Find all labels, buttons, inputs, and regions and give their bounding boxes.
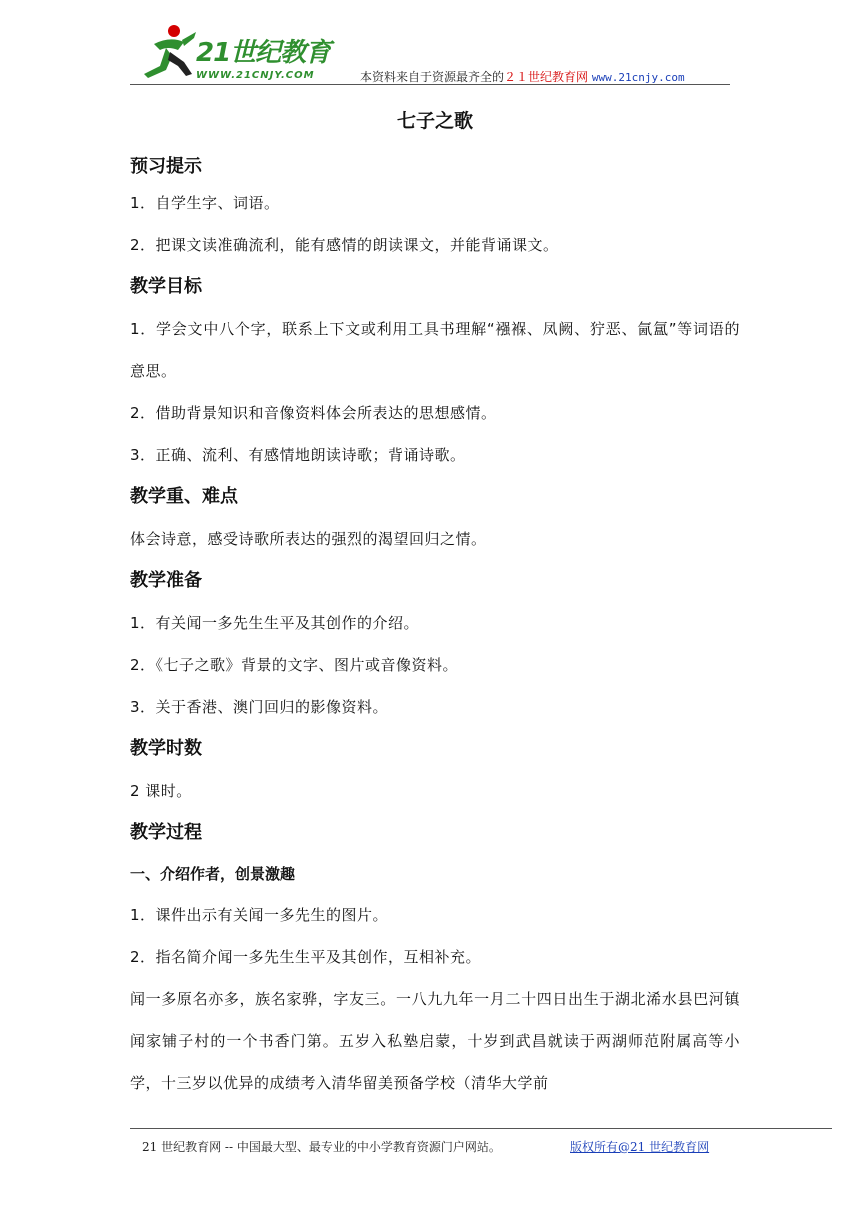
section-heading: 教学时数 [130, 738, 202, 759]
header-note-site: ２１世纪教育网 [504, 70, 589, 84]
paragraph: 闻一多原名亦多，族名家骅，字友三。一八九九年一月二十四日出生于湖北浠水县巴河镇闻家铺子村的一个书香门第。五岁入私塾启蒙，十岁到武昌就读于两湖师范附属高等小学，十三岁以优异的成绩考入清华留美预备学校（清华大学前 [130, 990, 740, 1092]
logo-text: 21世纪教育 [196, 38, 331, 68]
paragraph: 3．正确、流利、有感情地朗读诗歌；背诵诗歌。 [130, 446, 466, 464]
footer-divider [130, 1128, 832, 1129]
document-title: 七子之歌 [396, 110, 473, 132]
paragraph: 1．有关闻一多先生生平及其创作的介绍。 [130, 614, 420, 632]
header-note-url[interactable]: www.21cnjy.com [591, 71, 685, 84]
site-logo[interactable] [130, 22, 350, 82]
section-heading: 教学准备 [130, 570, 202, 591]
footer-text: 21 世纪教育网 -- 中国最大型、最专业的中小学教育资源门户网站。 [142, 1140, 501, 1154]
header-note [360, 68, 685, 85]
paragraph: 体会诗意，感受诗歌所表达的强烈的渴望回归之情。 [130, 530, 487, 548]
logo-url: WWW.21CNJY.COM [196, 70, 315, 81]
paragraph: 2．借助背景知识和音像资料体会所表达的思想感情。 [130, 404, 497, 422]
runner-logo-icon [134, 22, 198, 80]
section-heading: 教学过程 [130, 822, 202, 843]
paragraph: 2．把课文读准确流利，能有感情的朗读课文，并能背诵课文。 [130, 236, 559, 254]
paragraph: 3．关于香港、澳门回归的影像资料。 [130, 698, 389, 716]
paragraph: 2．指名简介闻一多先生生平及其创作，互相补充。 [130, 948, 482, 966]
paragraph: 2 课时。 [130, 782, 192, 800]
header-note-prefix: 本资料来自于资源最齐全的 [360, 70, 505, 84]
paragraph: 1．课件出示有关闻一多先生的图片。 [130, 906, 389, 924]
paragraph: 1．学会文中八个字，联系上下文或利用工具书理解“襁褓、凤阙、狞恶、氤氲”等词语的意思。 [130, 320, 740, 380]
footer-copyright-link[interactable]: 版权所有@21 世纪教育网 [570, 1140, 710, 1154]
header-divider [130, 84, 730, 85]
section-heading: 教学重、难点 [130, 486, 238, 507]
document-body [130, 108, 740, 1104]
page-header [130, 18, 730, 86]
paragraph: 2．《七子之歌》背景的文字、图片或音像资料。 [130, 656, 459, 674]
sub-heading: 一、介绍作者，创景激趣 [130, 865, 296, 883]
paragraph: 1．自学生字、词语。 [130, 194, 280, 212]
section-heading: 预习提示 [130, 156, 202, 177]
section-heading: 教学目标 [130, 276, 202, 297]
